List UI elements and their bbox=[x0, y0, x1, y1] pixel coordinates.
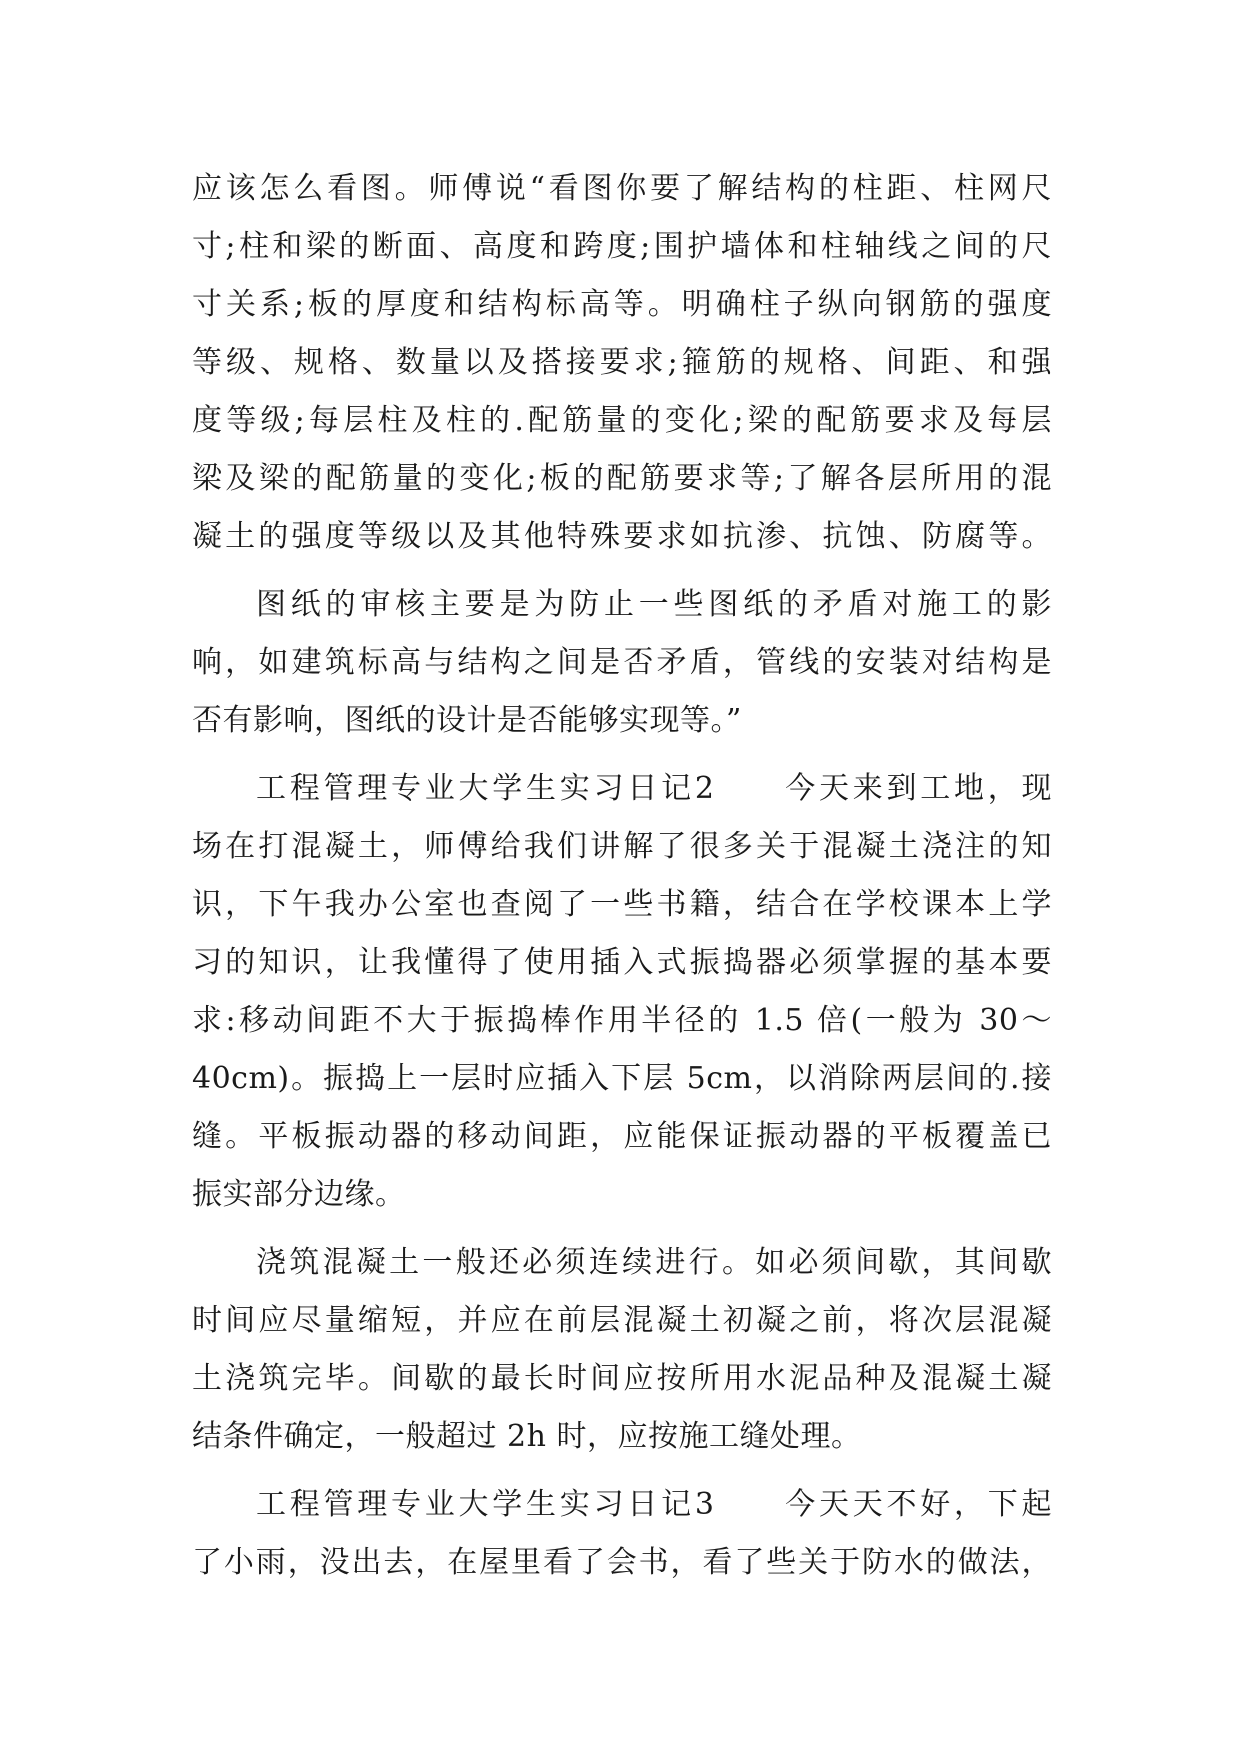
text-line: 度等级;每层柱及柱的.配筋量的变化;梁的配筋要求及每层 bbox=[192, 403, 1052, 438]
text-line: 振实部分边缘。 bbox=[192, 1177, 406, 1212]
text-line: 求:移动间距不大于振捣棒作用半径的 1.5 倍(一般为 30～ bbox=[192, 1003, 1052, 1038]
text-line: 工程管理专业大学生实习日记2 今天来到工地，现 bbox=[256, 771, 1052, 806]
text-line: 40cm)。振捣上一层时应插入下层 5cm，以消除两层间的.接 bbox=[192, 1061, 1052, 1096]
text-line: 图纸的审核主要是为防止一些图纸的矛盾对施工的影 bbox=[256, 587, 1052, 622]
text-line: 梁及梁的配筋量的变化;板的配筋要求等;了解各层所用的混 bbox=[192, 461, 1052, 496]
paragraph bbox=[192, 160, 1052, 566]
text-line: 习的知识，让我懂得了使用插入式振捣器必须掌握的基本要 bbox=[192, 945, 1052, 980]
text-line: 结条件确定，一般超过 2h 时，应按施工缝处理。 bbox=[192, 1419, 862, 1454]
text-line: 应该怎么看图。师傅说“看图你要了解结构的柱距、柱网尺 bbox=[192, 171, 1052, 206]
text-line: 识，下午我办公室也查阅了一些书籍，结合在学校课本上学 bbox=[192, 887, 1052, 922]
text-line: 工程管理专业大学生实习日记3 今天天不好，下起 bbox=[256, 1487, 1052, 1522]
text-line: 寸;柱和梁的断面、高度和跨度;围护墙体和柱轴线之间的尺 bbox=[192, 229, 1052, 264]
text-line: 时间应尽量缩短，并应在前层混凝土初凝之前，将次层混凝 bbox=[192, 1303, 1052, 1338]
paragraph bbox=[192, 576, 1052, 750]
text-line: 场在打混凝土，师傅给我们讲解了很多关于混凝土浇注的知 bbox=[192, 829, 1052, 864]
text-line: 否有影响，图纸的设计是否能够实现等。” bbox=[192, 703, 742, 738]
text-line: 缝。平板振动器的移动间距，应能保证振动器的平板覆盖已 bbox=[192, 1119, 1052, 1154]
text-line: 寸关系;板的厚度和结构标高等。明确柱子纵向钢筋的强度 bbox=[192, 287, 1052, 322]
text-line: 了小雨，没出去，在屋里看了会书，看了些关于防水的做法， bbox=[192, 1545, 1052, 1580]
paragraph bbox=[192, 1234, 1052, 1466]
paragraph bbox=[192, 760, 1052, 1224]
text-line: 凝土的强度等级以及其他特殊要求如抗渗、抗蚀、防腐等。 bbox=[192, 519, 1052, 554]
paragraph bbox=[192, 1476, 1052, 1592]
text-line: 响，如建筑标高与结构之间是否矛盾，管线的安装对结构是 bbox=[192, 645, 1052, 680]
text-line: 浇筑混凝土一般还必须连续进行。如必须间歇，其间歇 bbox=[256, 1245, 1052, 1280]
text-line: 等级、规格、数量以及搭接要求;箍筋的规格、间距、和强 bbox=[192, 345, 1052, 380]
document-body bbox=[192, 160, 1052, 1602]
text-line: 土浇筑完毕。间歇的最长时间应按所用水泥品种及混凝土凝 bbox=[192, 1361, 1052, 1396]
